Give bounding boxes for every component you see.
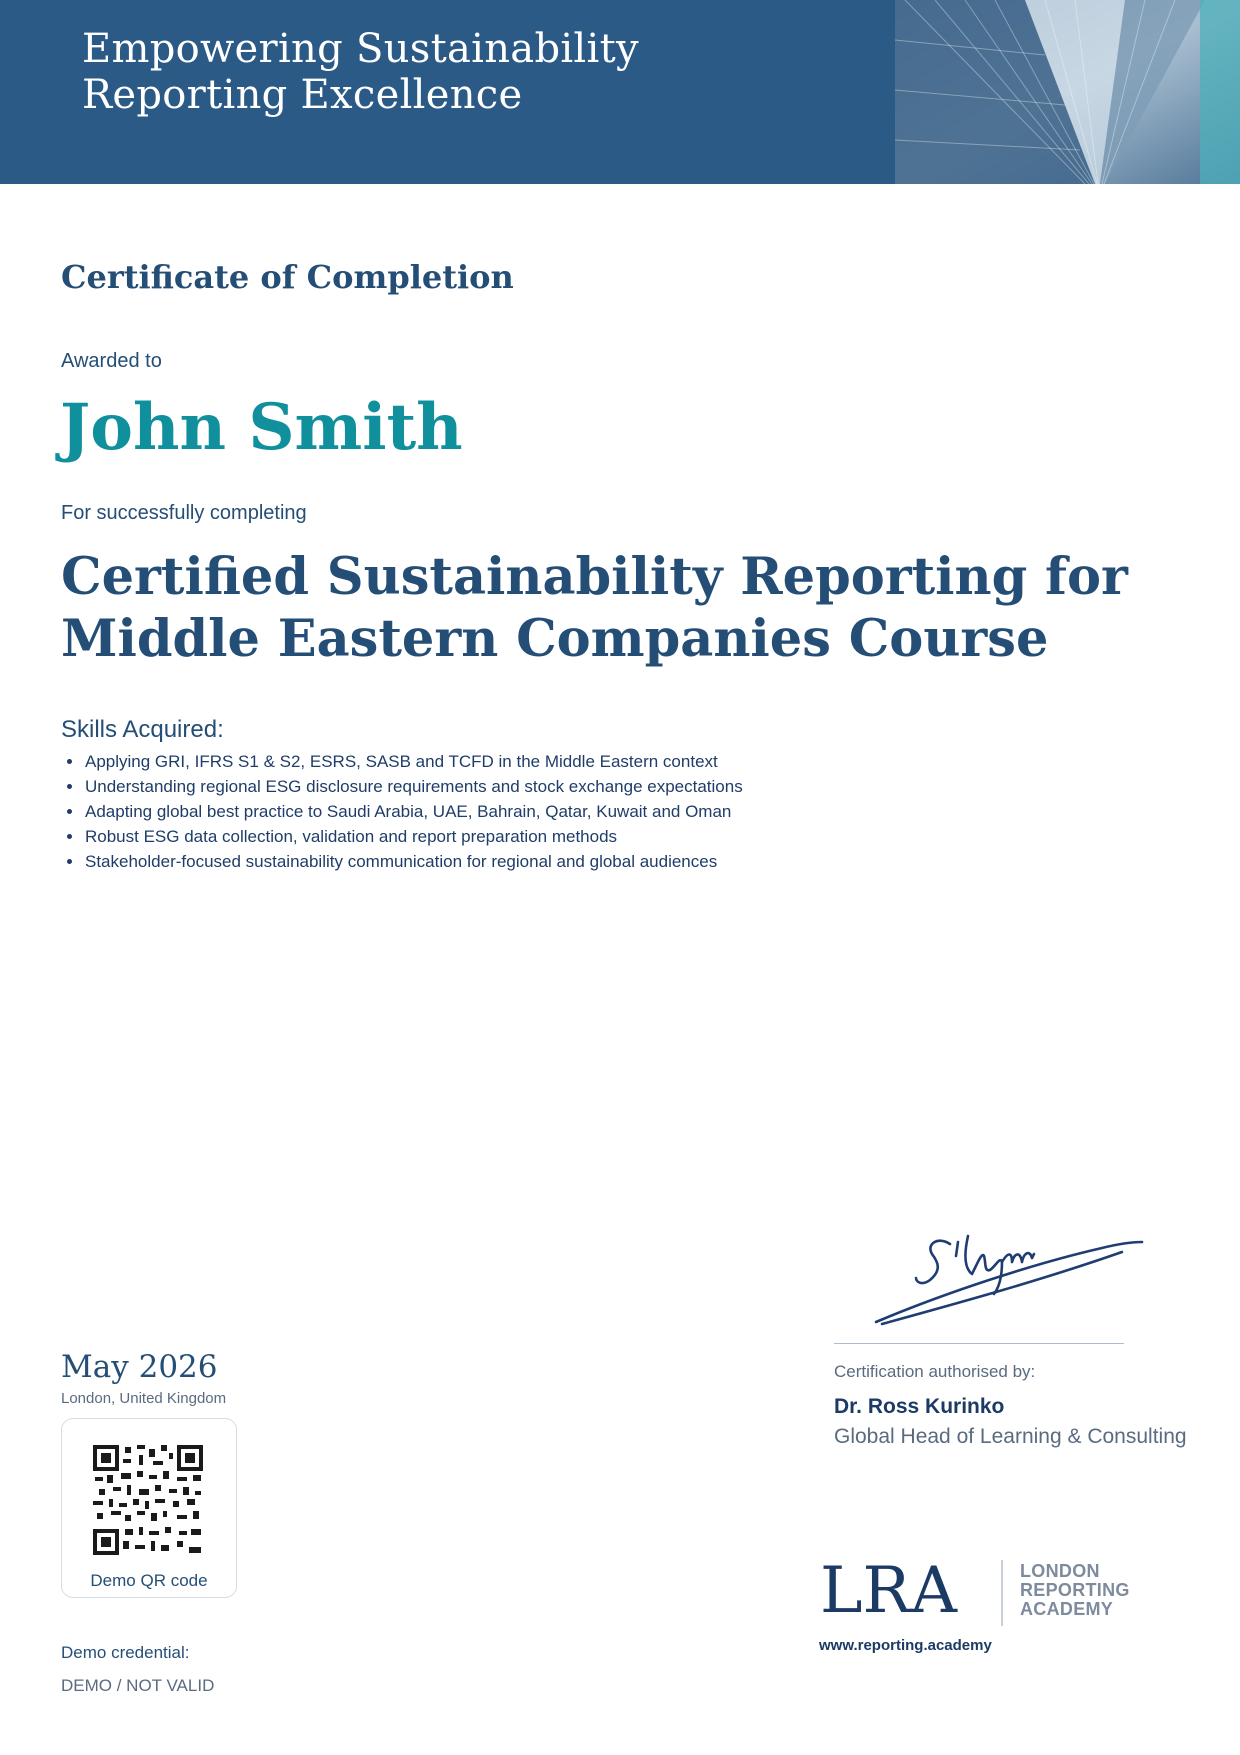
course-title-line2: Middle Eastern Companies Course <box>61 609 1049 669</box>
skills-heading: Skills Acquired: <box>61 716 224 743</box>
skills-list <box>61 752 841 877</box>
lra-logo: LRA <box>820 1554 957 1628</box>
certificate-heading: Certificate of Completion <box>61 258 514 296</box>
qr-caption: Demo QR code <box>90 1571 208 1590</box>
authorised-label: Certification authorised by: <box>834 1362 1036 1381</box>
signature-line <box>834 1343 1124 1344</box>
website-url: www.reporting.academy <box>819 1637 992 1654</box>
header-banner <box>0 0 1240 184</box>
credential-value: DEMO / NOT VALID <box>61 1676 215 1695</box>
issue-location: London, United Kingdom <box>61 1390 227 1407</box>
skill-item: Adapting global best practice to Saudi Arabia, UAE, Bahrain, Qatar, Kuwait and Oman <box>61 802 841 822</box>
building-image <box>895 0 1240 184</box>
completing-label: For successfully completing <box>61 502 307 524</box>
logo-word-london: LONDON <box>1020 1561 1100 1581</box>
credential-label: Demo credential: <box>61 1643 190 1662</box>
header-title <box>82 26 639 118</box>
issue-date: May 2026 <box>61 1349 218 1385</box>
logo-wordmark <box>1020 1562 1150 1619</box>
logo-word-reporting: REPORTING <box>1020 1580 1130 1600</box>
skill-item: Robust ESG data collection, validation and report preparation methods <box>61 827 841 847</box>
signer-role: Global Head of Learning & Consulting <box>834 1425 1187 1448</box>
skill-item: Understanding regional ESG disclosure requirements and stock exchange expectations <box>61 777 841 797</box>
qr-code-icon <box>93 1445 203 1555</box>
skill-item: Applying GRI, IFRS S1 & S2, ESRS, SASB and TCFD in the Middle Eastern context <box>61 752 841 772</box>
logo-word-academy: ACADEMY <box>1020 1599 1114 1619</box>
recipient-name: John Smith <box>60 390 463 465</box>
signer-name: Dr. Ross Kurinko <box>834 1395 1005 1418</box>
course-title <box>61 546 1161 670</box>
header-title-line2: Reporting Excellence <box>82 72 523 118</box>
logo-divider <box>1001 1560 1003 1626</box>
awarded-label: Awarded to <box>61 350 162 372</box>
header-title-line1: Empowering Sustainability <box>82 26 639 72</box>
qr-card <box>61 1418 237 1598</box>
course-title-line1: Certified Sustainability Reporting for <box>61 547 1128 607</box>
skill-item: Stakeholder-focused sustainability communication for regional and global audiences <box>61 852 841 872</box>
signature-image <box>872 1222 1152 1342</box>
